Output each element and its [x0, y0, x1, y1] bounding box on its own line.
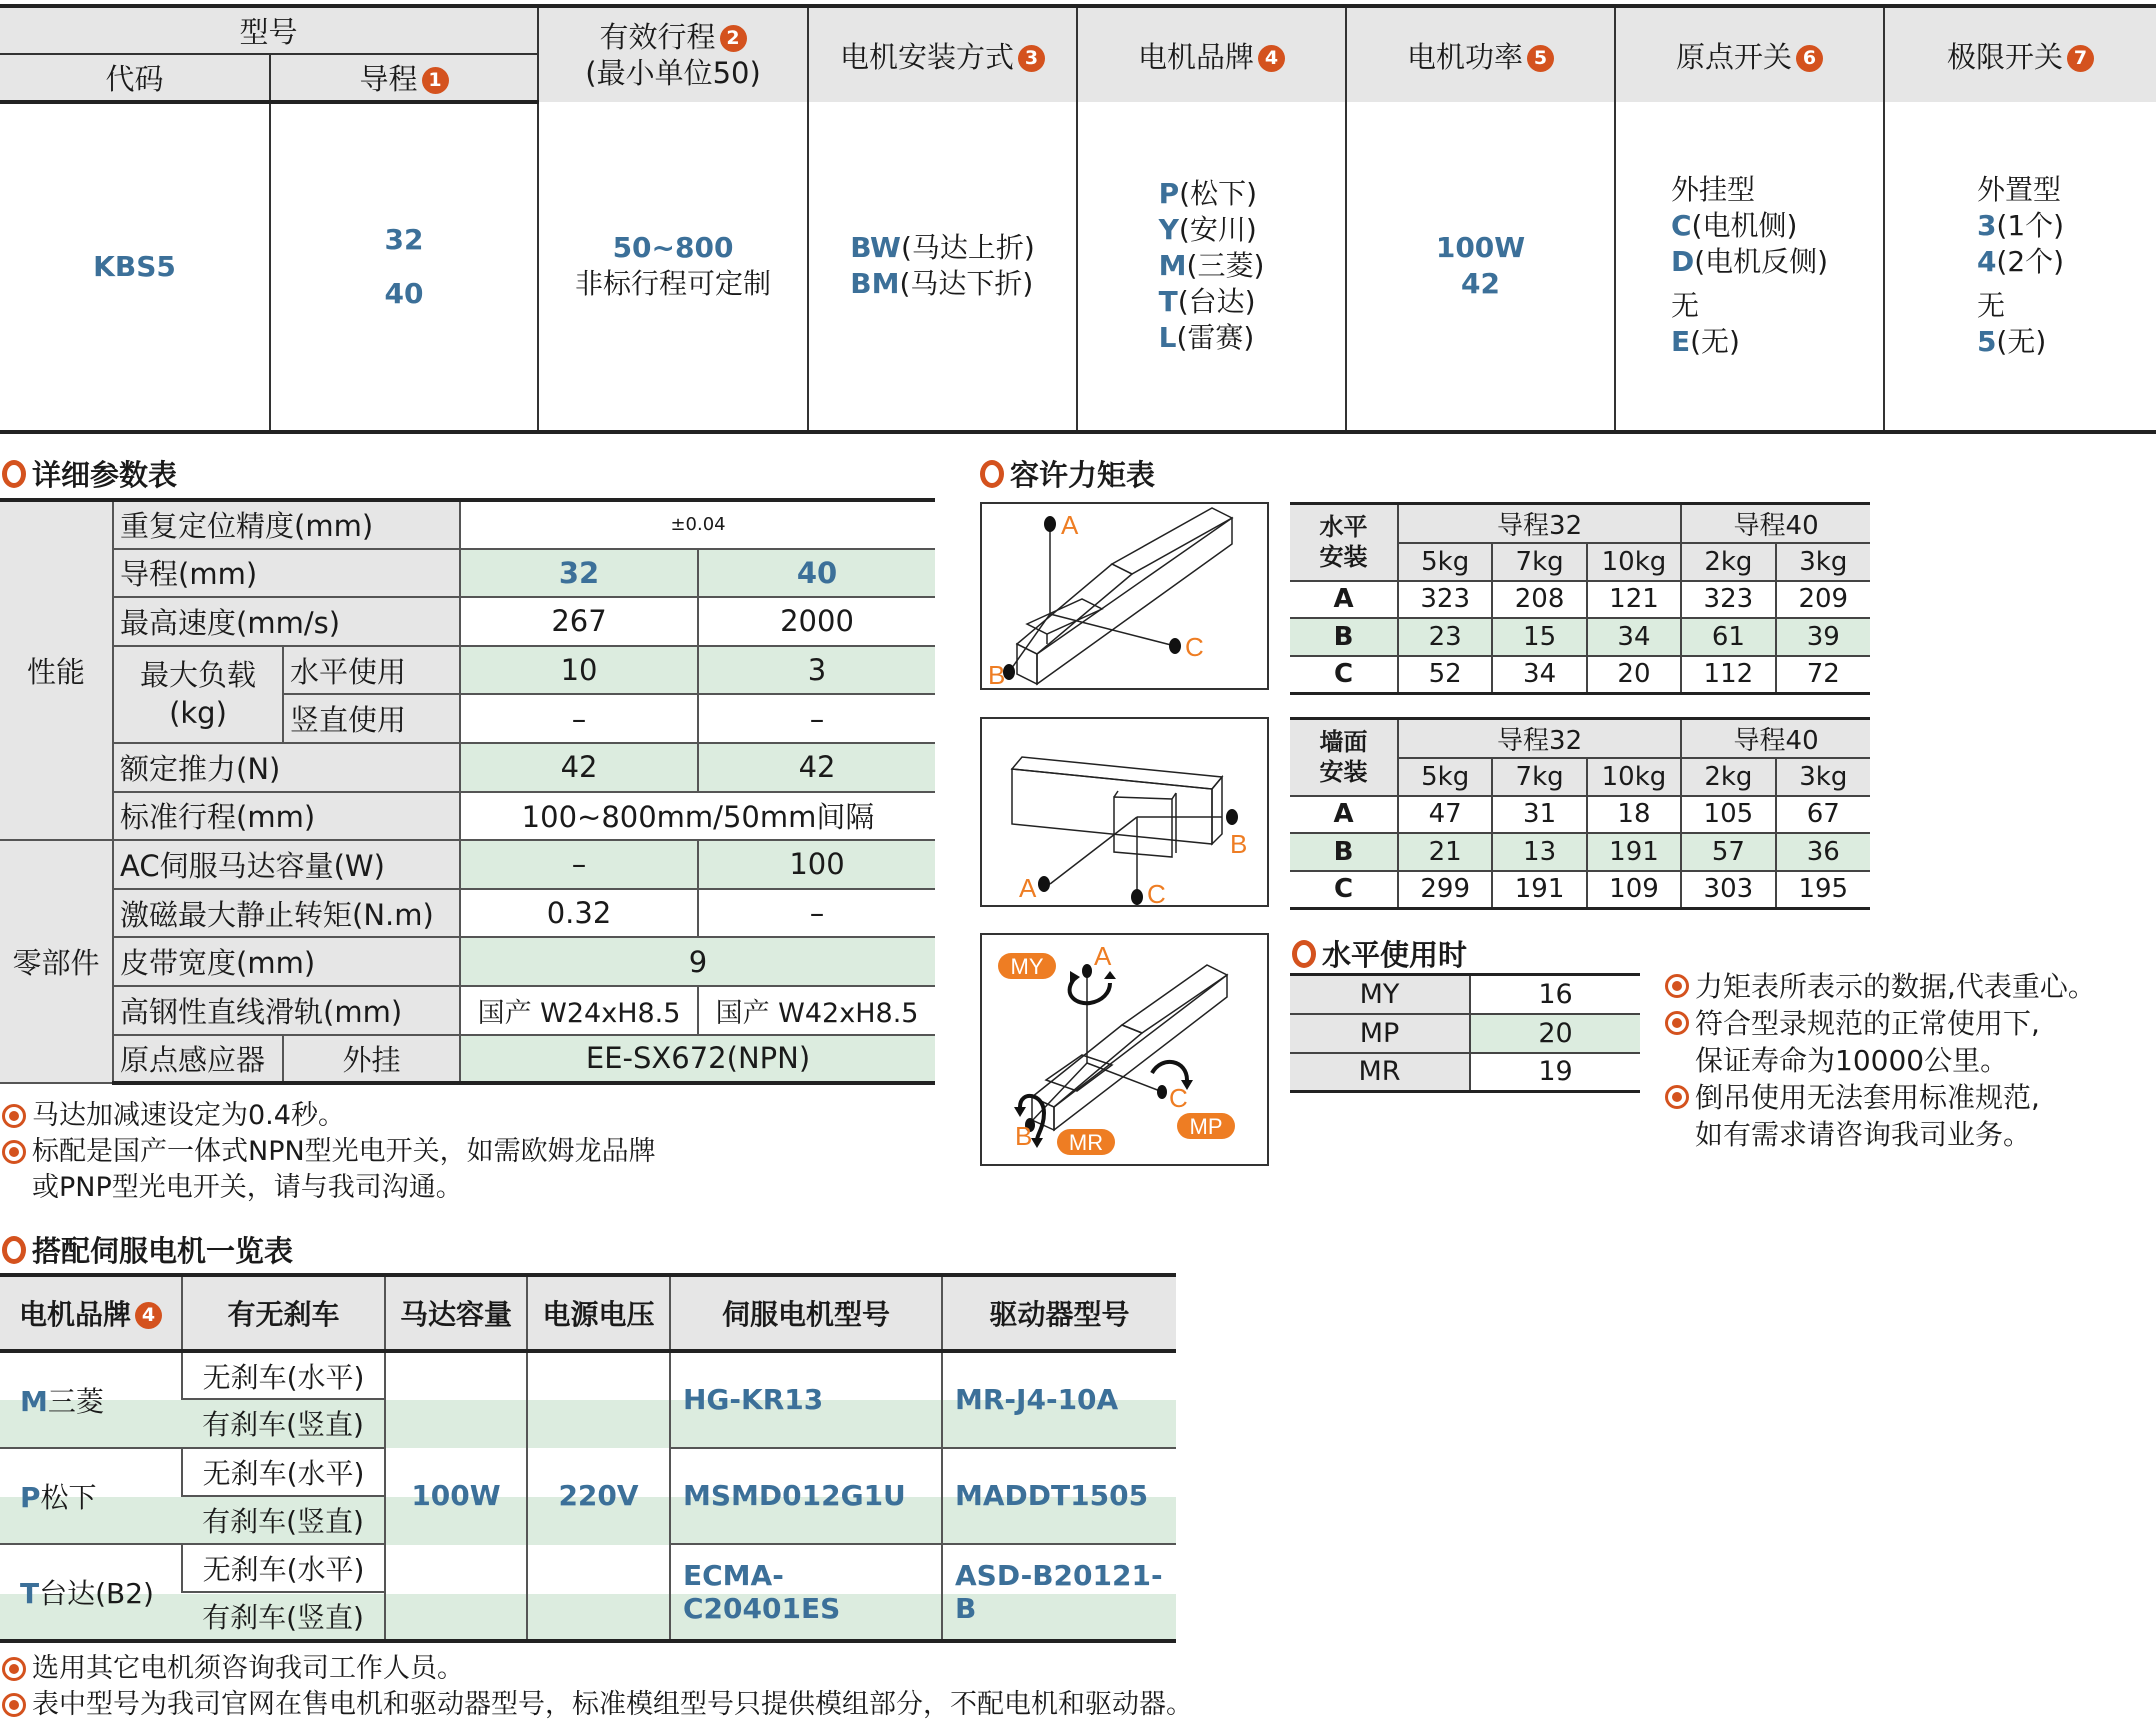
bullet-icon: [2, 1657, 26, 1681]
table-row: [0, 646, 935, 695]
load-header: 10kg: [1587, 543, 1681, 581]
header-code: 代码: [0, 54, 270, 102]
header-stroke: 有效行程 2 (最小单位50): [538, 6, 808, 102]
table-row: [0, 1351, 1176, 1399]
load-header: 2kg: [1681, 758, 1775, 796]
svg-text:A: A: [1019, 873, 1037, 903]
bullet-icon: [2, 1140, 26, 1164]
badge-6: 6: [1796, 45, 1823, 72]
badge-4: 4: [135, 1302, 162, 1329]
servo-section-title: 搭配伺服电机一览表: [2, 1229, 293, 1270]
capacity-cell: 100W: [385, 1351, 527, 1641]
table-row: [0, 1035, 935, 1084]
cell-value: 10: [460, 646, 698, 695]
cell-value: 303: [1681, 871, 1775, 909]
cell-value: 299: [1398, 871, 1492, 909]
note-item: 选用其它电机须咨询我司工作人员。: [2, 1651, 1193, 1687]
actuator-horizontal-illustration: [982, 504, 1267, 688]
row-label: 皮带宽度(mm): [113, 937, 460, 986]
cell-value: 13: [1492, 833, 1586, 871]
driver-model-cell: MR-J4-10A: [942, 1351, 1176, 1448]
table-row: [0, 889, 935, 938]
load-header: 3kg: [1776, 758, 1870, 796]
row-label: AC伺服马达容量(W): [113, 840, 460, 889]
note-item: 力矩表所表示的数据,代表重心。: [1665, 968, 2096, 1005]
limit-option: 5(无): [1976, 325, 2047, 358]
cell-value: 15: [1492, 618, 1586, 656]
load-header: 5kg: [1398, 758, 1492, 796]
cell-value: –: [460, 840, 698, 889]
cell-value: 191: [1492, 871, 1586, 909]
brake-cell: 有刹车(竖直): [182, 1399, 385, 1447]
limit-switch-options: [1884, 102, 2156, 432]
detail-parameter-table: [0, 498, 935, 1085]
cell-value: 16: [1470, 975, 1640, 1014]
driver-model-cell: MADDT1505: [942, 1448, 1176, 1545]
cell-value: 9: [460, 937, 935, 986]
row-label: 高钢性直线滑轨(mm): [113, 986, 460, 1035]
row-label: B: [1290, 618, 1398, 656]
brand-option: T(台达): [1158, 285, 1256, 318]
row-label: 原点感应器: [113, 1035, 283, 1084]
badge-2: 2: [720, 25, 747, 52]
model-selection-table: [0, 4, 2156, 434]
table-row: [1290, 833, 1870, 871]
stroke-values: 50~800 非标行程可定制: [538, 102, 808, 432]
brand-cell: P松下: [0, 1448, 182, 1545]
badge-7: 7: [2067, 45, 2094, 72]
brake-cell: 无刹车(水平): [182, 1351, 385, 1399]
cell-value: 191: [1587, 833, 1681, 871]
code-value: KBS5: [0, 102, 270, 432]
home-option: D(电机反侧): [1670, 245, 1829, 278]
moment-section-title: 容许力矩表: [980, 453, 1155, 494]
svg-text:B: B: [1230, 829, 1248, 859]
header-driver-model: 驱动器型号: [942, 1275, 1176, 1351]
table-row: [0, 743, 935, 792]
badge-1: 1: [422, 67, 449, 94]
table-row: [1290, 1014, 1640, 1053]
moment-notes: [1665, 968, 2096, 1153]
header-voltage: 电源电压: [527, 1275, 670, 1351]
row-label: MY: [1290, 975, 1470, 1014]
table-row: [1290, 656, 1870, 694]
cell-value: 208: [1492, 581, 1586, 619]
cell-value: 23: [1398, 618, 1492, 656]
cell-value: 112: [1681, 656, 1775, 694]
header-brake: 有无刹车: [182, 1275, 385, 1351]
horizontal-use-moment-table: [1290, 973, 1640, 1093]
header-capacity: 马达容量: [385, 1275, 527, 1351]
badge-5: 5: [1527, 45, 1554, 72]
corner-label: 墙面 安装: [1290, 719, 1398, 796]
bullet-icon: [1665, 974, 1689, 998]
cell-value: –: [460, 694, 698, 743]
svg-text:C: C: [1147, 879, 1166, 905]
brake-cell: 无刹车(水平): [182, 1448, 385, 1496]
table-row: [1290, 581, 1870, 619]
badge-3: 3: [1018, 45, 1045, 72]
corner-label: 水平 安装: [1290, 504, 1398, 581]
svg-text:C: C: [1169, 1083, 1188, 1113]
cell-value: –: [698, 889, 935, 938]
header-lead: 导程 1: [270, 54, 538, 102]
bullet-icon: [2, 1104, 26, 1128]
actuator-wall-illustration: [982, 719, 1267, 905]
cell-value: 2000: [698, 597, 935, 646]
table-row: [1290, 618, 1870, 656]
cell-value: 20: [1470, 1014, 1640, 1053]
bullet-icon: [1665, 1011, 1689, 1035]
cell-value: –: [698, 694, 935, 743]
header-model: 型号: [0, 6, 538, 54]
brake-cell: 无刹车(水平): [182, 1544, 385, 1592]
note-item: 马达加减速设定为0.4秒。: [2, 1098, 656, 1134]
note-continuation: 如有需求请咨询我司业务。: [1695, 1118, 2032, 1151]
motor-model-cell: MSMD012G1U: [670, 1448, 942, 1545]
table-row: [1290, 1053, 1640, 1092]
cell-value: 18: [1587, 796, 1681, 834]
svg-text:A: A: [1094, 941, 1112, 971]
cell-value: 267: [460, 597, 698, 646]
svg-text:A: A: [1061, 510, 1079, 540]
mount-options: [808, 102, 1077, 432]
row-label: 导程(mm): [113, 549, 460, 598]
table-row: [1290, 796, 1870, 834]
category-parts: 零部件: [0, 840, 113, 1083]
cell-value: 100~800mm/50mm间隔: [460, 792, 935, 841]
table-row: [0, 840, 935, 889]
cell-value: 国产 W24xH8.5: [460, 986, 698, 1035]
horizontal-mount-moment-table: [1290, 502, 1870, 695]
cell-value: 67: [1776, 796, 1870, 834]
power-values: 100W 42: [1346, 102, 1615, 432]
cell-value: ±0.04: [460, 500, 935, 549]
row-label: B: [1290, 833, 1398, 871]
section-ring-icon: [2, 1236, 26, 1264]
header-home-switch: 原点开关 6: [1615, 6, 1884, 102]
home-switch-options: [1615, 102, 1884, 432]
note-continuation: 保证寿命为10000公里。: [1695, 1044, 2009, 1077]
cell-value: 42: [698, 743, 935, 792]
actuator-moment-illustration: [982, 935, 1267, 1164]
table-row: [0, 986, 935, 1035]
load-header: 3kg: [1776, 543, 1870, 581]
group-header: 导程40: [1681, 504, 1870, 544]
category-performance: 性能: [0, 500, 113, 840]
svg-text:B: B: [988, 660, 1006, 688]
load-header: 2kg: [1681, 543, 1775, 581]
table-row: [0, 500, 935, 549]
cell-value: 39: [1776, 618, 1870, 656]
header-motor-model: 伺服电机型号: [670, 1275, 942, 1351]
brand-option: L(雷赛): [1158, 321, 1255, 354]
voltage-cell: 220V: [527, 1351, 670, 1641]
row-sublabel: 外挂: [283, 1035, 460, 1084]
cell-value: 61: [1681, 618, 1775, 656]
bullet-icon: [1665, 1085, 1689, 1109]
row-label: C: [1290, 871, 1398, 909]
table-row: [1290, 871, 1870, 909]
cell-value: 209: [1776, 581, 1870, 619]
row-label: A: [1290, 796, 1398, 834]
limit-group-external: 外置型: [1976, 173, 2061, 206]
brand-option: Y(安川): [1158, 213, 1257, 246]
svg-text:MP: MP: [1189, 1114, 1223, 1139]
cell-value: 34: [1587, 618, 1681, 656]
badge-4: 4: [1258, 45, 1285, 72]
svg-text:B: B: [1015, 1121, 1033, 1151]
motor-model-cell: HG-KR13: [670, 1351, 942, 1448]
header-limit-switch: 极限开关 7: [1884, 6, 2156, 102]
header-power: 电机功率 5: [1346, 6, 1615, 102]
group-header: 导程32: [1398, 504, 1681, 544]
cell-value: 40: [698, 549, 935, 598]
cell-value: 100: [698, 840, 935, 889]
limit-option: 3(1个): [1976, 209, 2065, 242]
table-row: [1290, 975, 1640, 1014]
servo-notes: [2, 1651, 1193, 1723]
cell-value: EE-SX672(NPN): [460, 1035, 935, 1084]
row-label: 额定推力(N): [113, 743, 460, 792]
section-ring-icon: [2, 460, 26, 488]
cell-value: 47: [1398, 796, 1492, 834]
brand-option: M(三菱): [1158, 249, 1265, 282]
row-label: MP: [1290, 1014, 1470, 1053]
brake-cell: 有刹车(竖直): [182, 1496, 385, 1544]
home-option: E(无): [1670, 325, 1740, 358]
note-item: 表中型号为我司官网在售电机和驱动器型号，标准模组型号只提供模组部分，不配电机和驱动器。: [2, 1687, 1193, 1723]
cell-value: 国产 W42xH8.5: [698, 986, 935, 1035]
load-header: 10kg: [1587, 758, 1681, 796]
row-sublabel: 水平使用: [283, 646, 460, 695]
cell-value: 42: [460, 743, 698, 792]
note-item: 符合型录规范的正常使用下,: [1665, 1005, 2096, 1042]
cell-value: 121: [1587, 581, 1681, 619]
row-label: A: [1290, 581, 1398, 619]
cell-value: 19: [1470, 1053, 1640, 1092]
home-group-none: 无: [1670, 289, 1699, 322]
cell-value: 3: [698, 646, 935, 695]
row-label: MR: [1290, 1053, 1470, 1092]
row-label: 重复定位精度(mm): [113, 500, 460, 549]
row-sublabel: 竖直使用: [283, 694, 460, 743]
note-item: 标配是国产一体式NPN型光电开关，如需欧姆龙品牌: [2, 1134, 656, 1170]
header-brand: 电机品牌 4: [0, 1275, 182, 1351]
group-header: 导程40: [1681, 719, 1870, 759]
cell-value: 323: [1681, 581, 1775, 619]
row-label-max-load: 最大负载 (kg): [113, 646, 283, 743]
table-row: [0, 597, 935, 646]
group-header: 导程32: [1398, 719, 1681, 759]
table-row: [0, 792, 935, 841]
home-group-external: 外挂型: [1670, 173, 1755, 206]
moment-direction-diagram: [980, 933, 1269, 1166]
brand-cell: M三菱: [0, 1351, 182, 1448]
load-header: 5kg: [1398, 543, 1492, 581]
horizontal-mount-diagram: [980, 502, 1269, 690]
header-brand: 电机品牌 4: [1077, 6, 1346, 102]
mount-option: BW(马达上折): [850, 231, 1035, 264]
note-item: 倒吊使用无法套用标准规范,: [1665, 1079, 2096, 1116]
cell-value: 57: [1681, 833, 1775, 871]
driver-model-cell: ASD-B20121-B: [942, 1544, 1176, 1641]
brand-cell: T台达(B2): [0, 1544, 182, 1641]
cell-value: 52: [1398, 656, 1492, 694]
motor-model-cell: ECMA-C20401ES: [670, 1544, 942, 1641]
row-label: C: [1290, 656, 1398, 694]
cell-value: 323: [1398, 581, 1492, 619]
mount-option: BM(马达下折): [850, 267, 1034, 300]
cell-value: 32: [460, 549, 698, 598]
lead-values: 32 40: [270, 102, 538, 432]
header-mount: 电机安装方式 3: [808, 6, 1077, 102]
limit-option: 4(2个): [1976, 245, 2065, 278]
svg-text:C: C: [1185, 632, 1204, 662]
cell-value: 34: [1492, 656, 1586, 694]
cell-value: 195: [1776, 871, 1870, 909]
home-option: C(电机侧): [1670, 209, 1798, 242]
cell-value: 21: [1398, 833, 1492, 871]
cell-value: 36: [1776, 833, 1870, 871]
detail-section-title: 详细参数表: [2, 453, 177, 494]
note-continuation: 或PNP型光电开关，请与我司沟通。: [32, 1172, 463, 1203]
cell-value: 105: [1681, 796, 1775, 834]
detail-notes: [2, 1098, 656, 1206]
row-label: 标准行程(mm): [113, 792, 460, 841]
section-ring-icon: [980, 460, 1004, 488]
cell-value: 31: [1492, 796, 1586, 834]
cell-value: 109: [1587, 871, 1681, 909]
cell-value: 20: [1587, 656, 1681, 694]
table-row: [0, 549, 935, 598]
horizontal-use-title: 水平使用时: [1292, 933, 1467, 974]
table-row: [0, 937, 935, 986]
brake-cell: 有刹车(竖直): [182, 1592, 385, 1640]
servo-motor-table: [0, 1273, 1176, 1643]
load-header: 7kg: [1492, 758, 1586, 796]
limit-group-none: 无: [1976, 289, 2005, 322]
cell-value: 72: [1776, 656, 1870, 694]
svg-text:MY: MY: [1010, 954, 1044, 979]
bullet-icon: [2, 1693, 26, 1717]
section-ring-icon: [1292, 940, 1316, 968]
wall-mount-moment-table: [1290, 717, 1870, 910]
cell-value: 0.32: [460, 889, 698, 938]
row-label: 激磁最大静止转矩(N.m): [113, 889, 460, 938]
load-header: 7kg: [1492, 543, 1586, 581]
svg-text:MR: MR: [1068, 1130, 1104, 1155]
wall-mount-diagram: [980, 717, 1269, 907]
row-label: 最高速度(mm/s): [113, 597, 460, 646]
brand-options: [1077, 102, 1346, 432]
brand-option: P(松下): [1158, 177, 1258, 210]
